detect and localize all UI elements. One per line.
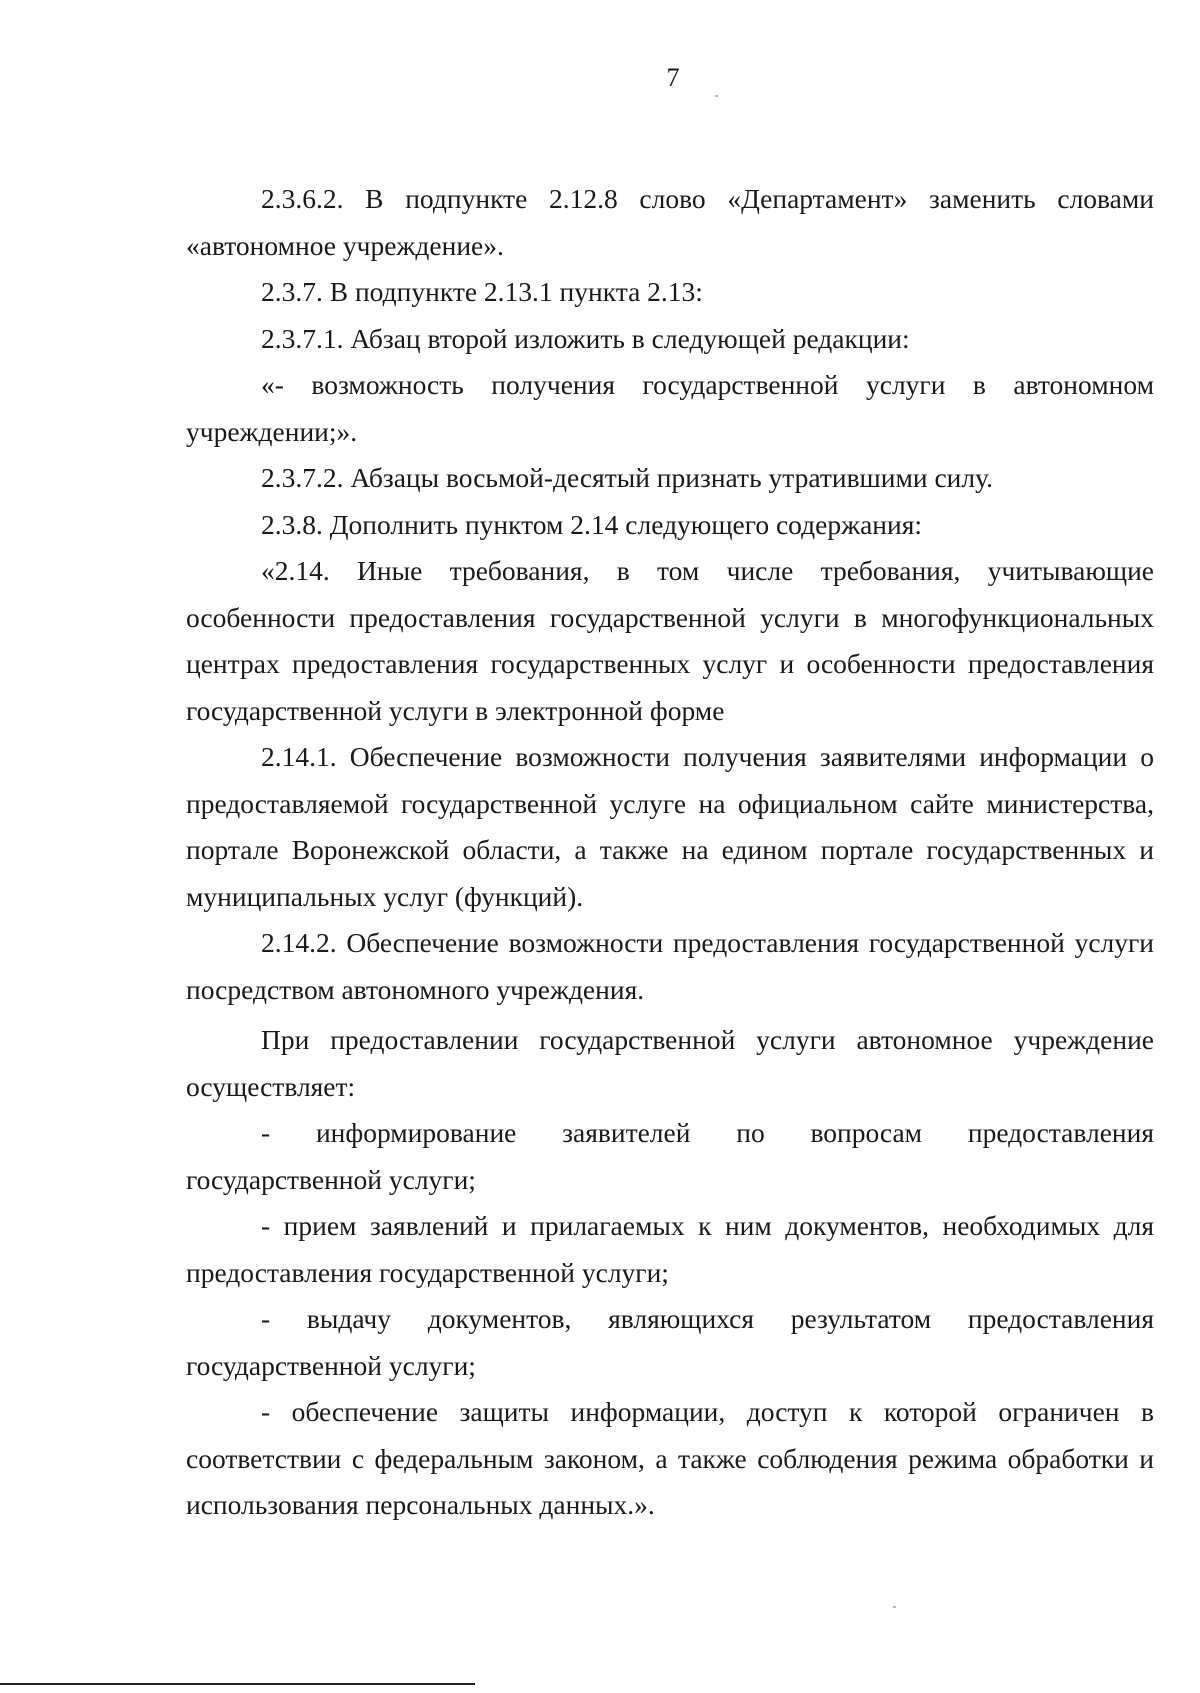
paragraph-quote-autonomous: «- возможность получения государственной услуги в автономном учреждении;».: [186, 369, 1154, 447]
paragraph-2-3-6-2: 2.3.6.2. В подпункте 2.12.8 слово «Департамент» заменить словами «автономное учреждение».: [186, 183, 1154, 261]
list-item-issuing: - выдачу документов, являющихся результатом предоставления государственной услуги;: [186, 1303, 1154, 1381]
paragraph-2-3-7-2: 2.3.7.2. Абзацы восьмой-десятый признать утратившими силу.: [261, 462, 993, 493]
document-body: [186, 176, 1154, 1529]
scan-speck: [893, 1606, 896, 1608]
list-item-protection: - обеспечение защиты информации, доступ к которой ограничен в соответствии с федеральным законом, а также соблюдения режима обработки и использования персональных данных.».: [186, 1396, 1154, 1520]
paragraph-2-3-8: 2.3.8. Дополнить пунктом 2.14 следующего содержания:: [261, 508, 922, 540]
paragraph-2-3-7-1: 2.3.7.1. Абзац второй изложить в следующей редакции:: [261, 322, 910, 354]
list-item-receiving: - прием заявлений и прилагаемых к ним документов, необходимых для предоставления государственной услуги;: [186, 1210, 1154, 1288]
paragraph-2-14: «2.14. Иные требования, в том числе требования, учитывающие особенности предоставления государственной услуги в многофункциональных центрах предоставления государственных услуг и особенности предоставления государственной услуги в электронной форме: [186, 555, 1154, 726]
list-item-informing: - информирование заявителей по вопросам предоставления государственной услуги;: [186, 1117, 1154, 1195]
paragraph-2-14-1: 2.14.1. Обеспечение возможности получения заявителями информации о предоставляемой государственной услуге на официальном сайте министерства, портале Воронежской области, а также на едином портале государственных и муниципальных услуг (функций).: [186, 741, 1154, 912]
paragraph-2-14-2: 2.14.2. Обеспечение возможности предоставления государственной услуги посредством автономного учреждения.: [186, 927, 1154, 1005]
paragraph-2-3-7: 2.3.7. В подпункте 2.13.1 пункта 2.13:: [261, 276, 703, 307]
page-number: 7: [666, 63, 680, 92]
scan-speck: [715, 95, 718, 97]
paragraph-autonomous-duties: При предоставлении государственной услуги автономное учреждение осуществляет:: [186, 1024, 1154, 1102]
footer-rule: [0, 1683, 475, 1685]
